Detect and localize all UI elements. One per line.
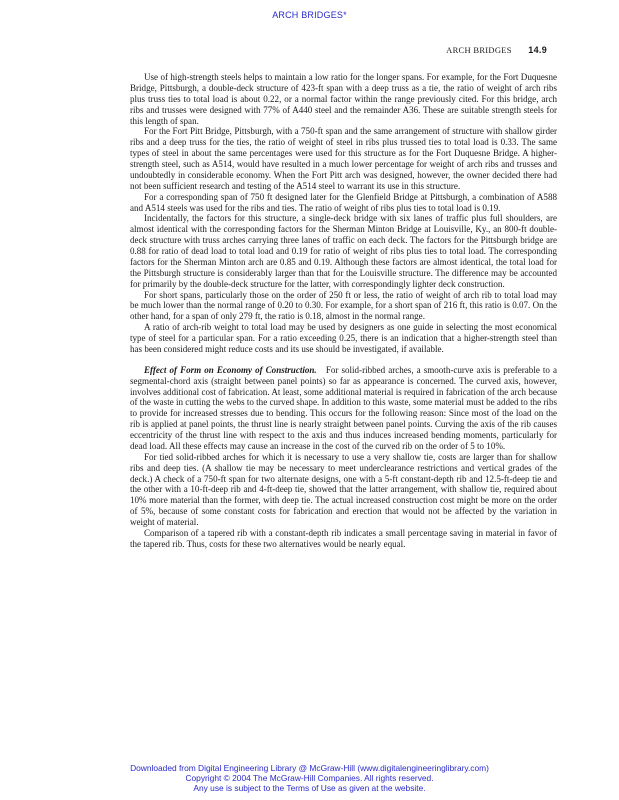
paragraph: Use of high-strength steels helps to maintain a low ratio for the longer spans. For example, for the Fort Duquesne Bridge, Pittsburgh, a double-deck structure of 423-ft span with a deep truss as a tie, the ratio of weight of arch ribs plus truss ties to total load is about 0.22, or a normal factor within the range previously cited. For this bridge, arch ribs and trusses were designed with 77% of A440 steel and the remainder A36. These are suitable strength steels for this length of span. xyxy=(130,72,557,126)
footer-terms-line: Any use is subject to the Terms of Use as given at the website. xyxy=(193,783,426,793)
footer-copyright-line: Copyright © 2004 The McGraw-Hill Companies. All rights reserved. xyxy=(185,773,434,783)
page-number: 14.9 xyxy=(528,45,547,55)
paragraph: For tied solid-ribbed arches for which it is necessary to use a very shallow tie, costs are larger than for shallow ribs and deep ties. (A shallow tie may be necessary to meet underclearance restrictions and vertical grades of the deck.) A check of a 750-ft span for two alternate designs, one with a 5-ft constant-depth rib and 12.5-ft-deep tie and the other with a 10-ft-deep rib and 4-ft-deep tie, showed that the latter arrangement, with shallow tie, required about 10% more material than the former, with deep tie. The actual increased construction cost might be more on the order of 5%, because of some constant costs for fabrication and erection that would not be affected by the variation in weight of material. xyxy=(130,451,557,527)
body-text xyxy=(130,72,557,550)
section-lead-paragraph xyxy=(130,365,557,452)
paragraph: Comparison of a tapered rib with a constant-depth rib indicates a small percentage saving in material in favor of the tapered rib. Thus, costs for these two alternatives would be nearly equal. xyxy=(130,527,557,549)
download-footer xyxy=(0,763,619,793)
paragraph: A ratio of arch-rib weight to total load may be used by designers as one guide in selecting the most economical type of steel for a particular span. For a ratio exceeding 0.25, there is an indication that a higher-strength steel than has been considered might reduce costs and its use should be investigated, if available. xyxy=(130,322,557,354)
paragraph: For a corresponding span of 750 ft designed later for the Glenfield Bridge at Pittsburgh, a combination of A588 and A514 steels was used for the ribs and ties. The ratio of weight of ribs plus ties to total load is 0.19. xyxy=(130,191,557,213)
running-head-section: ARCH BRIDGES xyxy=(446,45,512,55)
chapter-banner: ARCH BRIDGES* xyxy=(272,10,347,20)
paragraph: Incidentally, the factors for this structure, a single-deck bridge with six lanes of traffic plus full shoulders, are almost identical with the corresponding factors for the Sherman Minton Bridge at Louisville, Ky., an 800-ft double-deck structure with truss arches carrying three lanes of traffic on each deck. The factors for the Pittsburgh bridge are 0.88 for ratio of dead load to total load and 0.19 for ratio of weight of ribs plus ties to total load. The corresponding factors for the Sherman Minton arch are 0.85 and 0.19. Although these factors are almost identical, the total load for the Pittsburgh structure is considerably larger than that for the Louisville structure. The difference may be accounted for primarily by the double-deck structure for the latter, with correspondingly lighter deck construction. xyxy=(130,213,557,289)
running-head xyxy=(446,45,547,55)
paragraph: For the Fort Pitt Bridge, Pittsburgh, with a 750-ft span and the same arrangement of structure with shallow girder ribs and a deep truss for the ties, the ratio of weight of steel in ribs plus trussed ties to total load is 0.33. The same types of steel in about the same percentages were used for this structure as for the Fort Duquesne Bridge. A higher-strength steel, such as A514, would have resulted in a much lower percentage for weight of arch ribs and trusses and undoubtedly in considerable economy. When the Fort Pitt arch was designed, however, the owner decided there had not been sufficient research and testing of the A514 steel to warrant its use in this structure. xyxy=(130,126,557,191)
footer-download-line[interactable]: Downloaded from Digital Engineering Library @ McGraw-Hill (www.digitalengineeringlibrary.com) xyxy=(130,763,489,773)
section-heading: Effect of Form on Economy of Construction. xyxy=(144,364,317,375)
paragraph: For short spans, particularly those on the order of 250 ft or less, the ratio of weight of arch rib to total load may be much lower than the normal range of 0.20 to 0.30. For example, for a short span of 216 ft, this ratio is 0.07. On the other hand, for a span of only 279 ft, the ratio is 0.18, almost in the normal range. xyxy=(130,289,557,322)
section-lead-text: For solid-ribbed arches, a smooth-curve axis is preferable to a segmental-chord axis (straight between panel points) so far as appearance is concerned. The curved axis, however, involves additional cost of fabrication. At least, some additional material is required in fabrication of the arch because of the waste in cutting the webs to the curved shape. In addition to this waste, some material must be added to the ribs to provide for increased stresses due to bending. This occurs for the following reason: Since most of the load on the rib is applied at panel points, the thrust line is nearly straight between panel points. Curving the axis of the rib causes eccentricity of the thrust line with respect to the axis and thus induces increased bending moments, particularly for dead load. All these effects may cause an increase in the cost of the curved rib on the order of 5 to 10%. xyxy=(130,364,558,451)
